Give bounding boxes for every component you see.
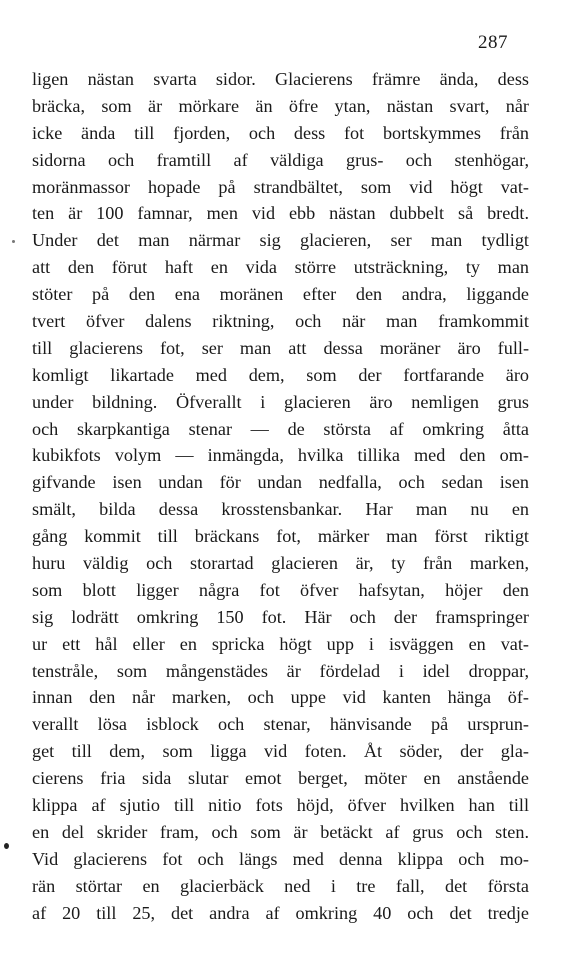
text-line: ur ett hål eller en spricka högt upp i isväggen en vat- — [32, 633, 529, 654]
print-speck — [12, 240, 15, 243]
text-line: en del skrider fram, och som är betäckt af grus och sten. — [32, 821, 529, 842]
text-line: rän störtar en glacierbäck ned i tre fall, det första — [32, 875, 529, 896]
text-line: som blott ligger några fot öfver hafsytan, höjer den — [32, 579, 529, 600]
text-line: Under det man närmar sig glacieren, ser man tydligt — [32, 230, 529, 251]
text-line: huru väldig och storartad glacieren är, ty från marken, — [32, 553, 529, 574]
text-line: klippa af sjutio till nitio fots höjd, öfver hvilken han till — [32, 795, 529, 816]
page-number: 287 — [478, 32, 508, 53]
text-line: komligt likartade med dem, som der fortfarande äro — [32, 364, 529, 385]
print-speck — [4, 843, 9, 849]
body-text — [32, 66, 529, 927]
text-line: gifvande isen undan för undan nedfalla, och sedan isen — [32, 472, 529, 493]
text-line: under bildning. Öfverallt i glacieren äro nemligen grus — [32, 391, 529, 412]
text-line: ligen nästan svarta sidor. Glacierens främre ända, dess — [32, 69, 529, 89]
text-line: sidorna och framtill af väldiga grus- och stenhögar, — [32, 149, 529, 170]
text-line: stöter på den ena moränen efter den andra, liggande — [32, 284, 529, 305]
text-line: icke ända till fjorden, och dess fot bortskymmes från — [32, 122, 529, 143]
text-line: sig lodrätt omkring 150 fot. Här och der framspringer — [32, 606, 529, 627]
text-line: att den förut haft en vida större utsträckning, ty man — [32, 257, 529, 278]
text-line: kubikfots volym — inmängda, hvilka tillika med den om- — [32, 445, 529, 466]
text-line: cierens fria sida slutar emot berget, möter en anstående — [32, 768, 529, 789]
text-line: tvert öfver dalens riktning, och när man framkommit — [32, 311, 529, 332]
text-line: tenstråle, som mångenstädes är fördelad i idel droppar, — [32, 660, 529, 681]
text-line: Vid glacierens fot och längs med denna klippa och mo- — [32, 848, 529, 869]
text-line: till glacierens fot, ser man att dessa moräner äro full- — [32, 337, 529, 358]
text-line: och skarpkantiga stenar — de största af omkring åtta — [32, 418, 529, 439]
text-line: ten är 100 famnar, men vid ebb nästan dubbelt så bredt. — [32, 203, 529, 224]
text-line: bräcka, som är mörkare än öfre ytan, nästan svart, når — [32, 95, 529, 116]
text-line: smält, bilda dessa krosstensbankar. Har man nu en — [32, 499, 529, 520]
text-line: moränmassor hopade på strandbältet, som vid högt vat- — [32, 176, 529, 197]
text-line: gång kommit till bräckans fot, märker man först riktigt — [32, 526, 529, 547]
text-line: verallt lösa isblock och stenar, hänvisande på ursprun- — [32, 714, 529, 735]
text-line: af 20 till 25, det andra af omkring 40 och det tredje — [32, 902, 529, 923]
text-line: get till dem, som ligga vid foten. Åt söder, der gla- — [32, 741, 529, 762]
text-line: innan den når marken, och uppe vid kanten hänga öf- — [32, 687, 529, 708]
